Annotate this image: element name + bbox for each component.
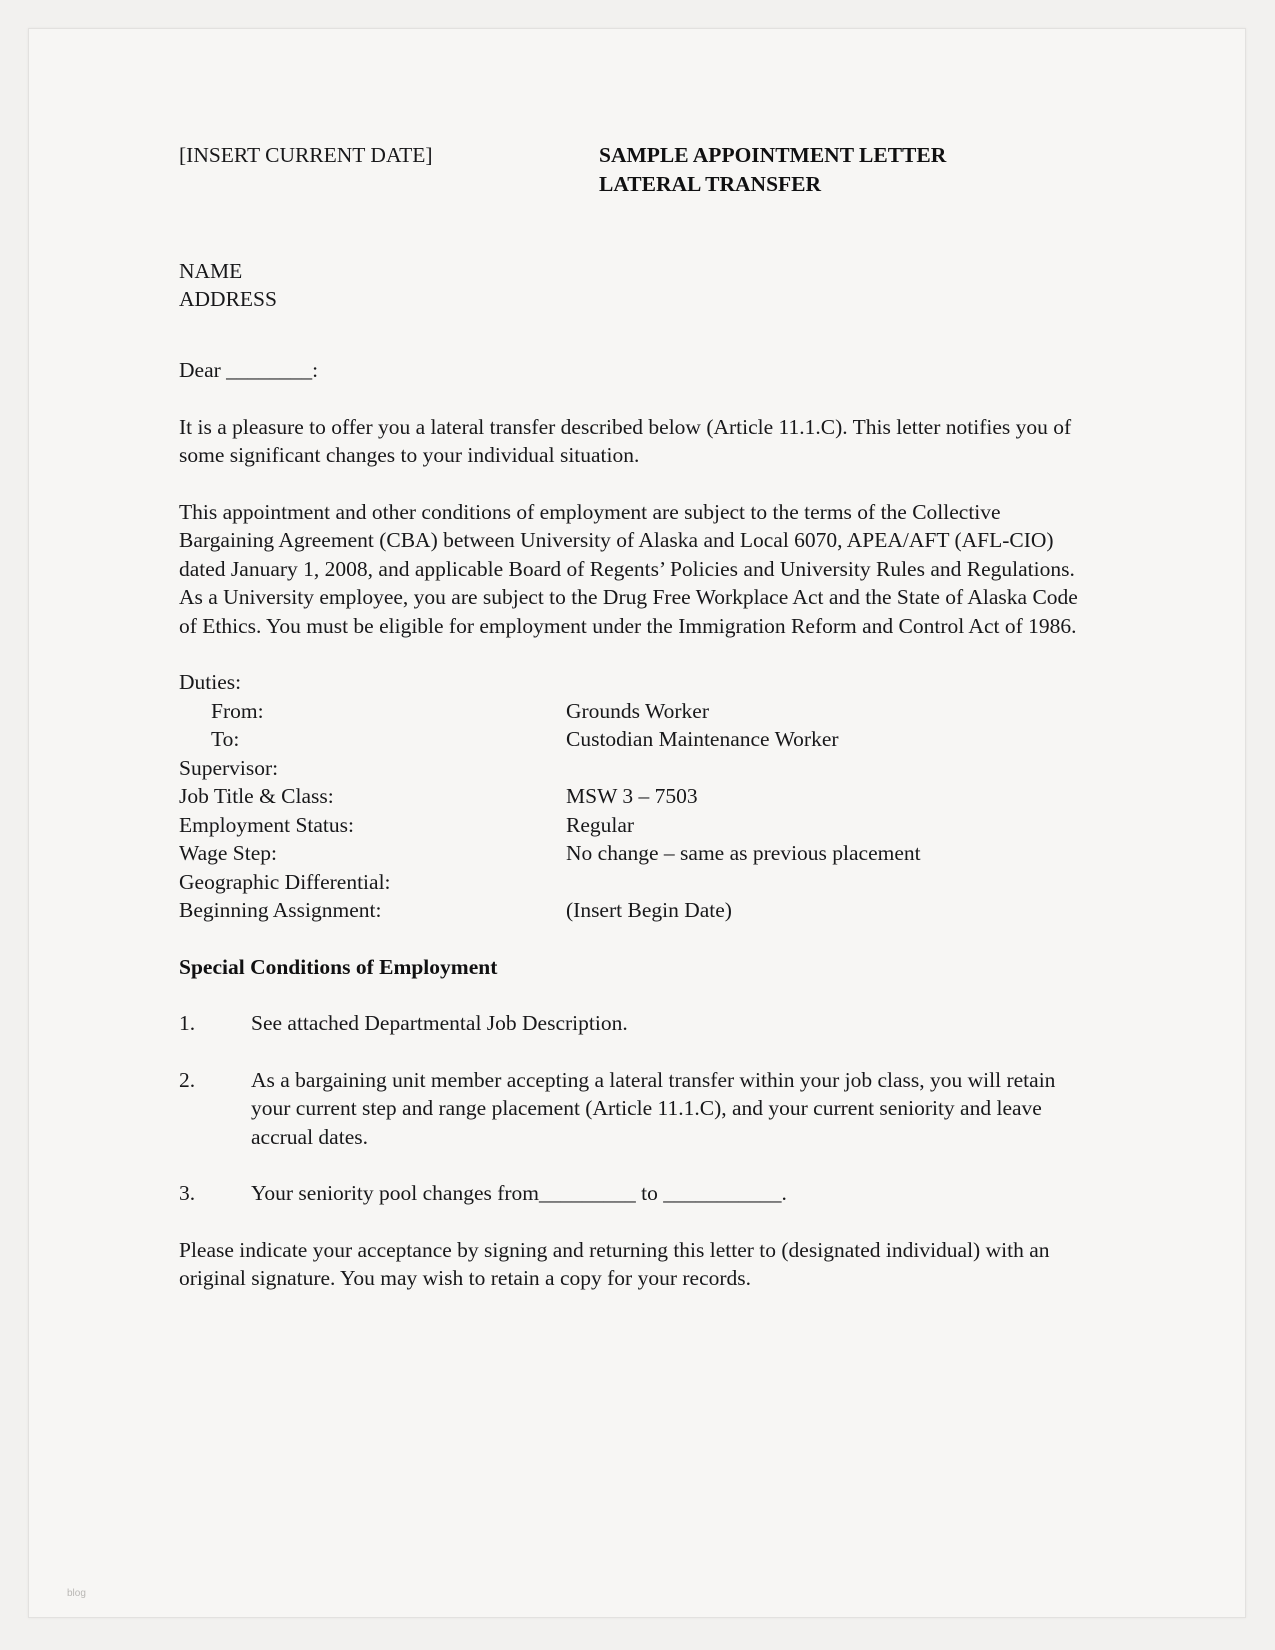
- duties-label: Wage Step:: [179, 841, 277, 865]
- duties-value: [566, 868, 921, 897]
- duties-label: Geographic Differential:: [179, 869, 391, 894]
- duties-label: To:: [211, 727, 240, 751]
- duties-value: No change – same as previous placement: [566, 841, 921, 865]
- duties-label: Job Title & Class:: [179, 784, 334, 808]
- current-date-placeholder: [INSERT CURRENT DATE]: [179, 143, 433, 167]
- duties-label: From:: [211, 698, 264, 723]
- duties-label: Supervisor:: [179, 755, 279, 780]
- duties-value: (Insert Begin Date): [566, 898, 732, 922]
- special-conditions-list: [179, 1009, 1079, 1208]
- list-item-number: 2.: [179, 1067, 196, 1092]
- duties-value: Grounds Worker: [566, 698, 709, 723]
- letter-sheet: [28, 28, 1246, 1618]
- duties-label: Employment Status:: [179, 812, 354, 837]
- table-row: [179, 754, 921, 783]
- table-row: [179, 725, 921, 754]
- table-row: [179, 811, 921, 840]
- letter-title: [599, 141, 946, 199]
- letter-header: [179, 141, 1079, 199]
- duties-value: Regular: [566, 812, 635, 837]
- list-item: [179, 1179, 1079, 1208]
- list-item-text: See attached Departmental Job Description.: [251, 1011, 628, 1035]
- duties-heading: Duties:: [179, 670, 242, 694]
- duties-value: [566, 754, 921, 783]
- paragraph-closing: Please indicate your acceptance by signing and returning this letter to (designated individual) with an original signature. You may wish to retain a copy for your records.: [179, 1237, 1050, 1290]
- table-row: [179, 697, 921, 726]
- letter-title-line-2: LATERAL TRANSFER: [599, 172, 822, 196]
- table-row: [179, 782, 921, 811]
- recipient-address: ADDRESS: [179, 287, 277, 311]
- paragraph-conditions: This appointment and other conditions of employment are subject to the terms of the Collective Bargaining Agreement (CBA) between University of Alaska and Local 6070, APEA/AFT (AFL-CIO) dated January 1, 2008, and applicable Board of Regents’ Policies and University Rules and Regulations. As a University employee, you are subject to the Drug Free Workplace Act and the State of Alaska Code of Ethics. You must be eligible for employment under the Immigration Reform and Control Act of 1986.: [179, 499, 1078, 638]
- list-item-number: 3.: [179, 1181, 196, 1205]
- list-item: [179, 1066, 1079, 1152]
- letter-title-line-1: SAMPLE APPOINTMENT LETTER: [599, 143, 947, 167]
- table-row: [179, 868, 921, 897]
- duties-value: Custodian Maintenance Worker: [566, 727, 839, 751]
- list-item-text: As a bargaining unit member accepting a lateral transfer within your job class, you will retain your current step and range placement (Article 11.1.C), and your current seniority and leave accrual dates.: [251, 1067, 1056, 1149]
- recipient-name: NAME: [179, 259, 243, 283]
- list-item: [179, 1009, 1079, 1038]
- letter-body: [179, 141, 1079, 1293]
- table-row: [179, 839, 921, 868]
- duties-label: Beginning Assignment:: [179, 898, 382, 922]
- list-item-text: Your seniority pool changes from_________ to ___________.: [251, 1181, 787, 1205]
- duties-value: MSW 3 – 7503: [566, 784, 698, 808]
- paragraph-offer: It is a pleasure to offer you a lateral transfer described below (Article 11.1.C). This letter notifies you of some significant changes to your individual situation.: [179, 414, 1072, 467]
- corner-watermark: blog: [67, 1588, 86, 1599]
- duties-table: [179, 697, 921, 925]
- salutation: Dear ________:: [179, 358, 319, 382]
- table-row: [179, 896, 921, 925]
- list-item-number: 1.: [179, 1011, 196, 1035]
- special-conditions-heading: Special Conditions of Employment: [179, 954, 498, 979]
